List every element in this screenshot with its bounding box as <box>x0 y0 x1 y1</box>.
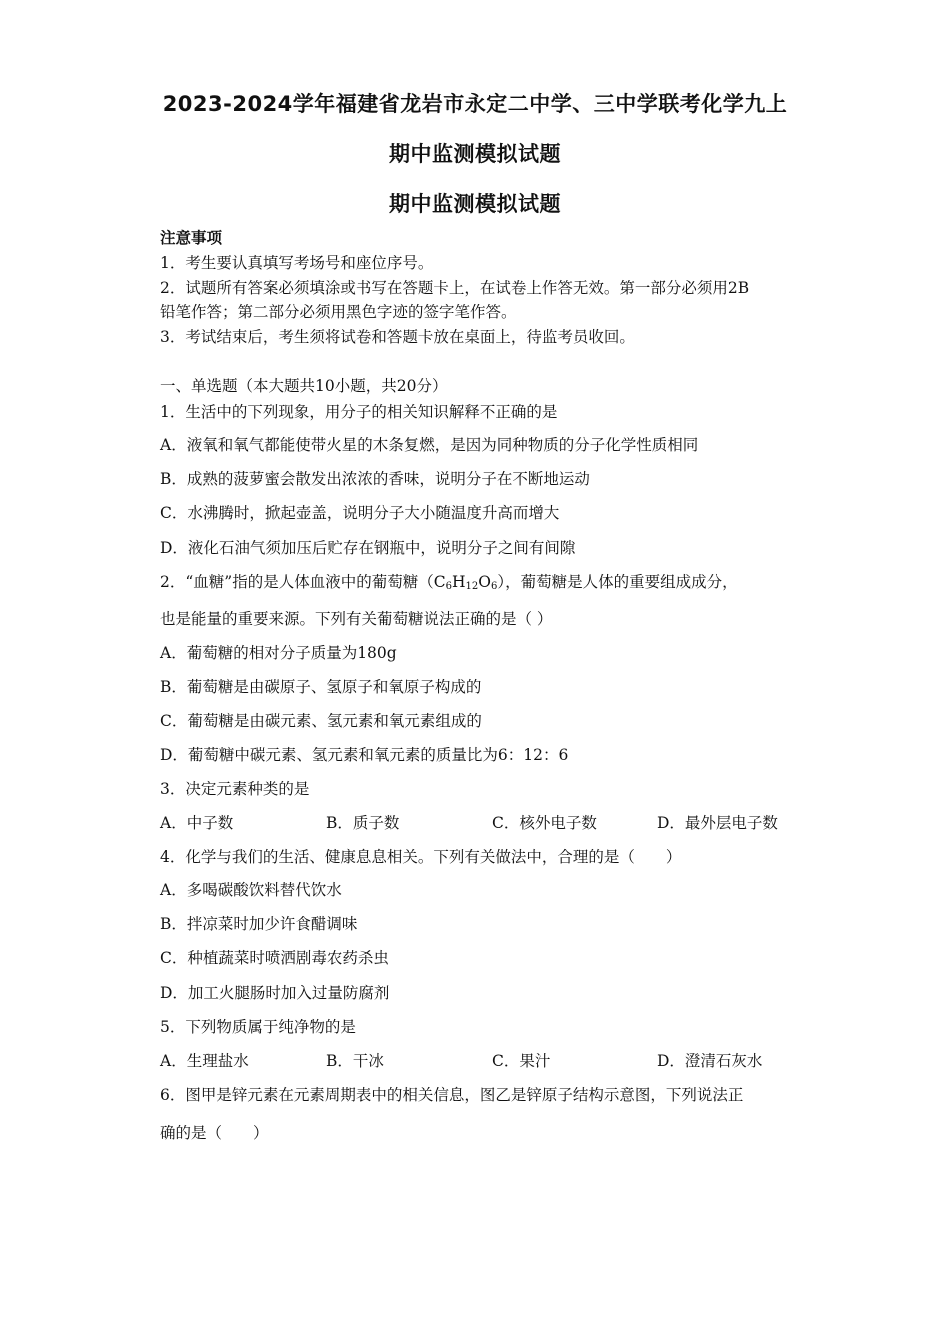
question-3-option-d: D．最外层电子数 <box>657 814 778 832</box>
notice-item: 2．试题所有答案必须填涂或书写在答题卡上，在试卷上作答无效。第一部分必须用2B <box>160 279 750 297</box>
question-6-stem-continued: 确的是（ ） <box>160 1124 269 1142</box>
formula-part: H <box>451 573 466 591</box>
question-2-stem <box>160 572 738 597</box>
question-2-option-c: C．葡萄糖是由碳元素、氢元素和氧元素组成的 <box>160 712 482 730</box>
question-2-option-a: A．葡萄糖的相对分子质量为180g <box>160 644 397 662</box>
question-5-option-c: C．果汁 <box>492 1052 551 1070</box>
question-1-option-a: A．液氧和氧气都能使带火星的木条复燃，是因为同种物质的分子化学性质相同 <box>160 436 699 454</box>
question-6-stem: 6．图甲是锌元素在元素周期表中的相关信息，图乙是锌原子结构示意图，下列说法正 <box>160 1086 744 1104</box>
question-3-option-c: C．核外电子数 <box>492 814 597 832</box>
question-1-option-c: C．水沸腾时，掀起壶盖，说明分子大小随温度升高而增大 <box>160 504 560 522</box>
question-1-option-b: B．成熟的菠萝蜜会散发出浓浓的香味，说明分子在不断地运动 <box>160 470 590 488</box>
formula-part: O <box>478 573 491 591</box>
question-5-option-b: B．干冰 <box>326 1052 384 1070</box>
question-2-option-b: B．葡萄糖是由碳原子、氢原子和氧原子构成的 <box>160 678 482 696</box>
question-3-stem: 3．决定元素种类的是 <box>160 780 310 798</box>
question-4-option-d: D．加工火腿肠时加入过量防腐剂 <box>160 984 390 1002</box>
question-5-option-d: D．澄清石灰水 <box>657 1052 763 1070</box>
question-4-option-c: C．种植蔬菜时喷洒剧毒农药杀虫 <box>160 949 389 967</box>
question-4-option-b: B．拌凉菜时加少许食醋调味 <box>160 915 358 933</box>
notice-item: 1．考生要认真填写考场号和座位序号。 <box>160 254 434 272</box>
notice-heading: 注意事项 <box>160 228 223 247</box>
question-1-stem: 1．生活中的下列现象，用分子的相关知识解释不正确的是 <box>160 403 558 421</box>
notice-item-continued: 铅笔作答；第二部分必须用黑色字迹的签字笔作答。 <box>160 303 517 321</box>
formula-subscript: 6 <box>490 581 498 592</box>
exam-title-line3: 期中监测模拟试题 <box>389 192 561 216</box>
question-2-stem-continued: 也是能量的重要来源。下列有关葡萄糖说法正确的是（ ） <box>160 610 553 628</box>
question-1-option-d: D．液化石油气须加压后贮存在钢瓶中，说明分子之间有间隙 <box>160 539 576 557</box>
question-3-option-a: A．中子数 <box>160 814 234 832</box>
question-2-option-d: D．葡萄糖中碳元素、氢元素和氧元素的质量比为6：12：6 <box>160 746 569 764</box>
question-4-stem: 4．化学与我们的生活、健康息息相关。下列有关做法中，合理的是（ ） <box>160 848 682 866</box>
formula-subscript: 12 <box>465 581 479 592</box>
exam-title-line2: 期中监测模拟试题 <box>389 142 561 166</box>
question-4-option-a: A．多喝碳酸饮料替代饮水 <box>160 881 342 899</box>
question-2-stem-post: ），葡萄糖是人体的重要组成成分， <box>497 573 738 591</box>
section-heading: 一、单选题（本大题共10小题，共20分） <box>160 377 448 395</box>
formula-subscript: 6 <box>445 581 452 592</box>
exam-title-line1: 2023-2024学年福建省龙岩市永定二中学、三中学联考化学九上 <box>162 92 788 116</box>
question-5-option-a: A．生理盐水 <box>160 1052 249 1070</box>
question-3-option-b: B．质子数 <box>326 814 400 832</box>
notice-item: 3．考试结束后，考生须将试卷和答题卡放在桌面上，待监考员收回。 <box>160 328 635 346</box>
question-5-stem: 5．下列物质属于纯净物的是 <box>160 1018 356 1036</box>
question-2-stem-pre: 2．“血糖”指的是人体血液中的葡萄糖（C <box>160 573 446 591</box>
